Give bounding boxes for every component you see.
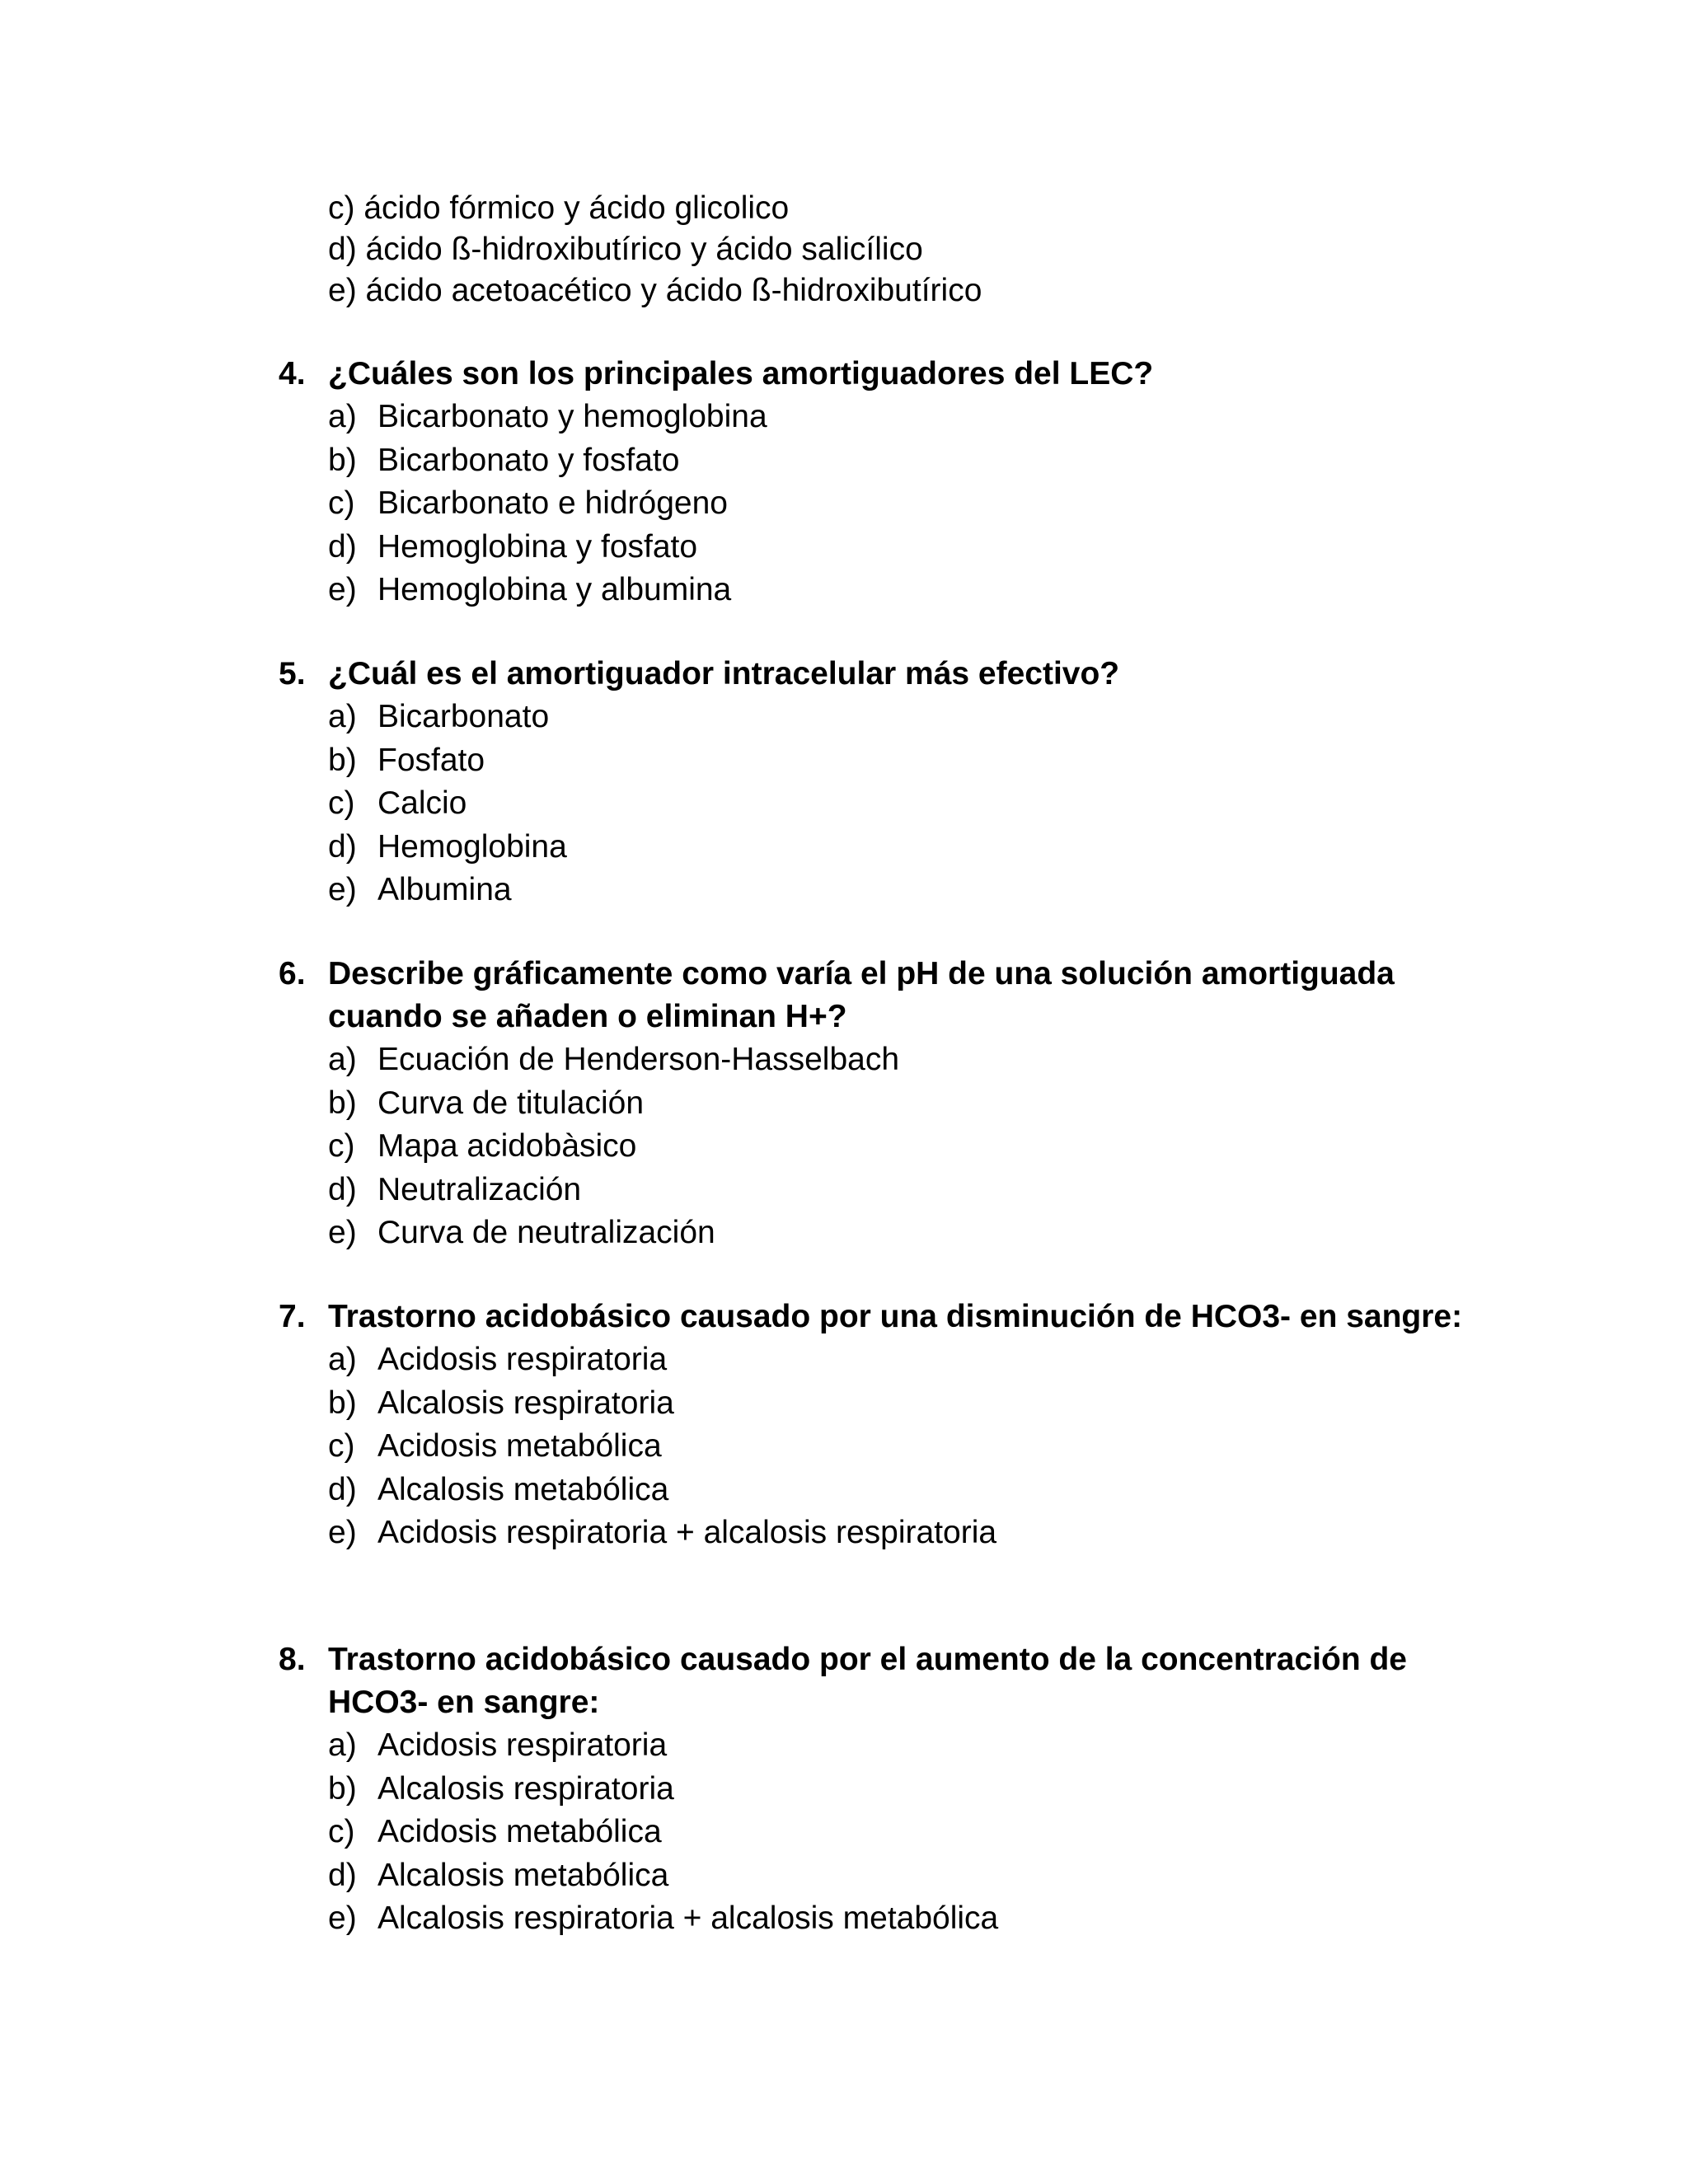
option-e (279, 1897, 1465, 1941)
option-letter: e) (328, 1515, 357, 1550)
question-text: Trastorno acidobásico causado por el aumento de la concentración de HCO3- en sangre: (328, 1642, 1407, 1720)
question-5 (279, 653, 1465, 912)
option-text: Acidosis respiratoria (377, 1727, 668, 1763)
option-text: Bicarbonato (377, 699, 550, 734)
question-8 (279, 1638, 1465, 1941)
question-text: Trastorno acidobásico causado por una disminución de HCO3- en sangre: (328, 1299, 1463, 1334)
option-letter: d) (328, 1857, 357, 1893)
option-text: Bicarbonato e hidrógeno (377, 485, 728, 521)
question-number: 5. (279, 656, 306, 691)
option-text: Neutralización (377, 1171, 582, 1207)
option-text: Alcalosis respiratoria + alcalosis metabólica (377, 1900, 999, 1936)
option-e (279, 869, 1465, 912)
question-heading (279, 353, 1465, 396)
option-text: Albumina (377, 872, 512, 907)
option-text: Acidosis metabólica (377, 1428, 662, 1464)
option-d (279, 1854, 1465, 1898)
question-number: 7. (279, 1299, 306, 1334)
option-text: Acidosis metabólica (377, 1814, 662, 1849)
question-number: 8. (279, 1642, 306, 1677)
question-7 (279, 1296, 1465, 1555)
option-c (279, 1425, 1465, 1469)
continuation-option-d: d) ácido ß-hidroxibutírico y ácido salicílico (328, 232, 923, 267)
question-heading (279, 1296, 1465, 1338)
option-b (279, 739, 1465, 783)
option-text: Ecuación de Henderson-Hasselbach (377, 1042, 900, 1077)
option-list (279, 696, 1465, 912)
option-letter: d) (328, 1471, 357, 1507)
option-c (279, 782, 1465, 826)
question-heading (279, 653, 1465, 696)
option-a (279, 396, 1465, 439)
option-list (279, 1338, 1465, 1555)
option-e (279, 1212, 1465, 1255)
option-list (279, 396, 1465, 612)
question-number: 4. (279, 356, 306, 391)
option-a (279, 696, 1465, 739)
option-a (279, 1338, 1465, 1382)
option-text: Acidosis respiratoria (377, 1342, 668, 1377)
option-letter: a) (328, 399, 357, 434)
option-letter: c) (328, 1428, 355, 1464)
option-text: Bicarbonato y hemoglobina (377, 399, 767, 434)
question-heading (279, 1638, 1465, 1724)
continuation-option-e: e) ácido acetoacético y ácido ß-hidroxibutírico (328, 273, 982, 308)
question-text: ¿Cuáles son los principales amortiguadores del LEC? (328, 356, 1154, 391)
option-a (279, 1038, 1465, 1082)
option-d (279, 826, 1465, 869)
option-letter: d) (328, 1171, 357, 1207)
question-number: 6. (279, 956, 306, 991)
option-b (279, 1082, 1465, 1126)
option-letter: b) (328, 1385, 357, 1421)
question-text: Describe gráficamente como varía el pH de una solución amortiguada cuando se añaden o eliminan H+? (328, 956, 1395, 1034)
option-b (279, 1768, 1465, 1811)
option-text: Fosfato (377, 742, 485, 778)
option-letter: b) (328, 442, 357, 478)
option-c (279, 1811, 1465, 1854)
option-text: Hemoglobina y albumina (377, 572, 732, 607)
option-c (279, 1125, 1465, 1169)
option-letter: e) (328, 872, 357, 907)
option-letter: d) (328, 528, 357, 565)
option-e (279, 1511, 1465, 1555)
option-letter: e) (328, 1900, 357, 1936)
question-heading (279, 953, 1465, 1038)
option-letter: c) (328, 1128, 355, 1164)
option-text: Curva de neutralización (377, 1215, 715, 1250)
option-letter: e) (328, 572, 357, 607)
option-letter: b) (328, 1085, 357, 1121)
option-letter: a) (328, 699, 357, 734)
option-text: Acidosis respiratoria + alcalosis respiratoria (377, 1515, 997, 1550)
question-6 (279, 953, 1465, 1255)
option-text: Alcalosis metabólica (377, 1471, 669, 1507)
option-b (279, 439, 1465, 483)
option-letter: a) (328, 1342, 357, 1377)
option-b (279, 1382, 1465, 1426)
option-d (279, 526, 1465, 569)
option-letter: c) (328, 485, 355, 521)
option-letter: e) (328, 1215, 357, 1250)
option-text: Alcalosis metabólica (377, 1857, 669, 1893)
option-d (279, 1169, 1465, 1212)
option-text: Curva de titulación (377, 1085, 645, 1121)
option-letter: d) (328, 828, 357, 865)
option-text: Hemoglobina (377, 828, 567, 865)
option-letter: a) (328, 1042, 357, 1077)
option-letter: c) (328, 785, 355, 821)
option-list (279, 1724, 1465, 1941)
option-d (279, 1469, 1465, 1512)
option-text: Mapa acidobàsico (377, 1128, 637, 1164)
option-c (279, 482, 1465, 526)
option-letter: b) (328, 1770, 357, 1807)
option-letter: b) (328, 742, 357, 778)
option-letter: c) (328, 1814, 355, 1849)
option-e (279, 569, 1465, 612)
question-text: ¿Cuál es el amortiguador intracelular más efectivo? (328, 656, 1120, 691)
option-a (279, 1724, 1465, 1768)
question-4 (279, 353, 1465, 612)
option-letter: a) (328, 1727, 357, 1763)
option-text: Hemoglobina y fosfato (377, 528, 698, 565)
option-list (279, 1038, 1465, 1255)
option-text: Calcio (377, 785, 467, 821)
continuation-option-c: c) ácido fórmico y ácido glicolico (328, 190, 790, 226)
option-text: Alcalosis respiratoria (377, 1770, 674, 1807)
option-text: Bicarbonato y fosfato (377, 442, 680, 478)
option-text: Alcalosis respiratoria (377, 1385, 674, 1421)
continuation-options (328, 188, 1482, 312)
